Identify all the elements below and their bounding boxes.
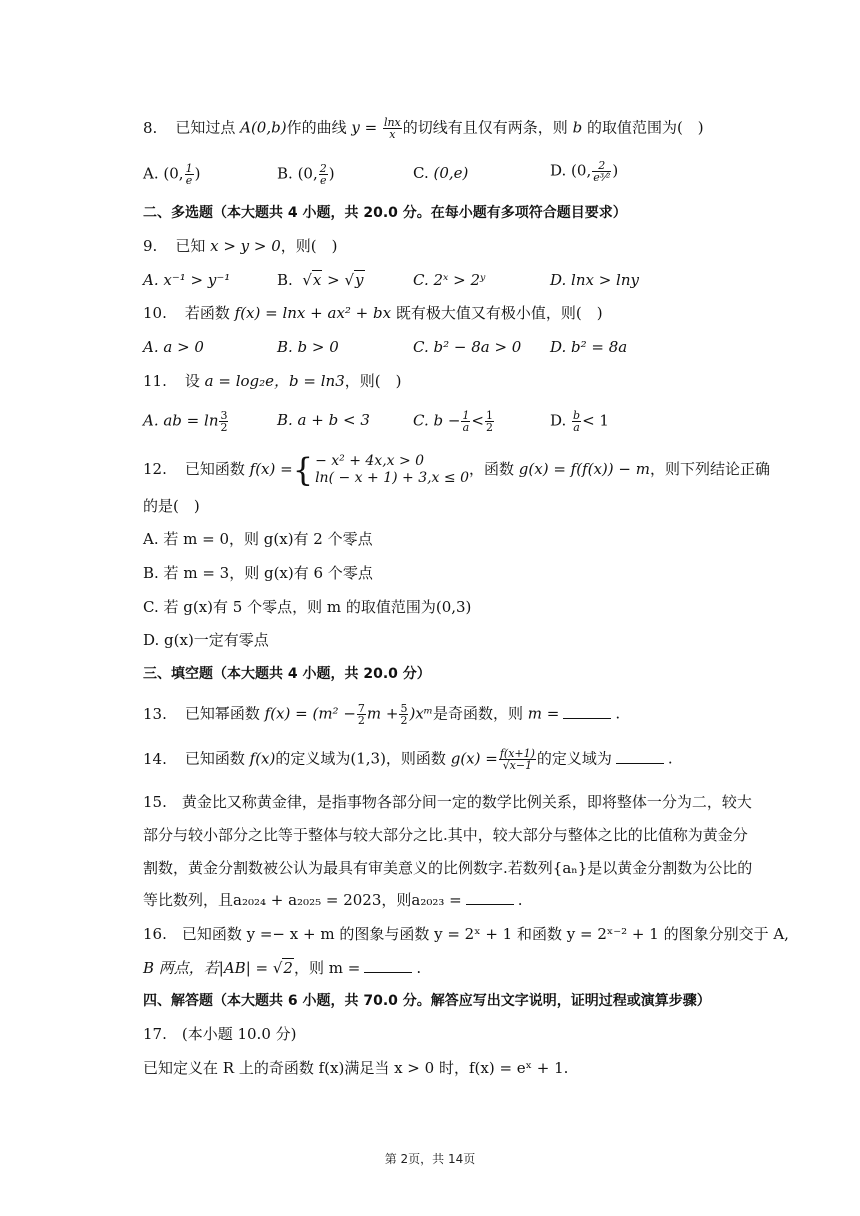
question-10-option-a: A. a > 0 xyxy=(143,338,204,356)
question-11-option-d: D. $\frac{b}{a}$ < 1 xyxy=(550,409,609,434)
question-12-option-d: D. g(x)一定有零点 xyxy=(143,631,269,649)
question-8-option-b: B. (0, $\frac{2}{e}$ ) xyxy=(277,162,335,187)
question-12-stem: 12. 已知函数 f(x) ={ − x² + 4x,x > 0 ln( − x + 1) + 3,x ≤ 0 ，函数 g(x) = f(f(x)) − m，则下列结论正确 xyxy=(143,451,770,489)
question-8-stem: 8. 已知过点 A(0,b)作的曲线 y = $\frac{\ln x}{x}$ 的切线有且仅有两条，则 b 的取值范围为( ) xyxy=(143,116,704,141)
question-8-option-d: D. (0, $\frac{2}{\text{e³⁄²}}$ ) xyxy=(550,159,619,184)
question-9-option-b: B. √x > √y xyxy=(277,271,364,289)
question-12-option-c: C. 若 g(x)有 5 个零点，则 m 的取值范围为(0,3) xyxy=(143,598,472,616)
question-11-option-c: C. b − $\frac{1}{a}$ < $\frac{1}{2}$ xyxy=(413,409,493,434)
question-16-line-2: B 两点，若|AB| = √2，则 m = . xyxy=(143,959,422,977)
question-15-line-4: 等比数列，且a₂₀₂₄ + a₂₀₂₅ = 2023，则a₂₀₂₃ = . xyxy=(143,891,523,909)
question-8-option-c: C. (0,e) xyxy=(413,164,469,182)
section-heading-solutions: 四、解答题（本大题共 6 小题，共 70.0 分。解答应写出文字说明，证明过程或演算步骤） xyxy=(143,993,711,1009)
question-9-option-c: C. 2ˣ > 2ʸ xyxy=(413,271,486,289)
question-13-stem: 13. 已知幂函数 f(x) = (m² − $\frac{7}{2}$ m + $\frac{5}{2}$ )xᵐ是奇函数，则 m = . xyxy=(143,702,621,727)
question-12-stem-line2: 的是( ) xyxy=(143,497,200,515)
answer-blank[interactable] xyxy=(466,890,514,905)
question-15-line-3: 割数，黄金分割数被公认为最具有审美意义的比例数字.若数列{aₙ}是以黄金分割数为公比的 xyxy=(143,859,753,877)
question-11-option-b: B. a + b < 3 xyxy=(277,411,370,429)
question-12-option-a: A. 若 m = 0，则 g(x)有 2 个零点 xyxy=(143,530,373,548)
question-10-stem: 10. 若函数 f(x) = lnx + ax² + bx 既有极大值又有极小值，则( ) xyxy=(143,304,603,322)
question-number: 8. xyxy=(143,118,158,137)
question-8-option-a: A. (0, $\frac{1}{e}$ ) xyxy=(143,162,201,187)
answer-blank[interactable] xyxy=(364,958,412,973)
answer-blank[interactable] xyxy=(563,704,611,719)
question-10-option-b: B. b > 0 xyxy=(277,338,339,356)
question-17-header: 17. (本小题 10.0 分) xyxy=(143,1025,297,1043)
question-14-stem: 14. 已知函数 f(x)的定义域为(1,3)，则函数 g(x) = $\frac{f(x+1)}{√x-1}$ 的定义域为 . xyxy=(143,747,673,772)
question-17-body: 已知定义在 R 上的奇函数 f(x)满足当 x > 0 时，f(x) = eˣ + 1. xyxy=(143,1059,569,1077)
question-9-option-a: A. x⁻¹ > y⁻¹ xyxy=(143,271,231,289)
section-heading-fill-in: 三、填空题（本大题共 4 小题，共 20.0 分） xyxy=(143,666,431,682)
question-9-option-d: D. lnx > lny xyxy=(550,271,639,289)
question-11-stem: 11. 设 a = log₂e，b = ln3，则( ) xyxy=(143,372,402,390)
answer-blank[interactable] xyxy=(616,749,664,764)
page-footer: 第 2页，共 14页 xyxy=(384,1152,476,1166)
question-15-line-2: 部分与较小部分之比等于整体与较大部分之比.其中，较大部分与整体之比的比值称为黄金分 xyxy=(143,826,748,844)
section-heading-multiple-choice: 二、多选题（本大题共 4 小题，共 20.0 分。在每小题有多项符合题目要求） xyxy=(143,205,627,221)
fraction: $\frac{\ln x}{x}$ xyxy=(383,116,401,141)
question-9-stem: 9. 已知 x > y > 0，则( ) xyxy=(143,237,338,255)
question-11-option-a: A. ab = ln $\frac{3}{2}$ xyxy=(143,409,228,434)
question-15-line-1: 15. 黄金比又称黄金律，是指事物各部分间一定的数学比例关系，即将整体一分为二，较大 xyxy=(143,793,752,811)
question-16-line-1: 16. 已知函数 y =− x + m 的图象与函数 y = 2ˣ + 1 和函数 y = 2ˣ⁻² + 1 的图象分别交于 A, xyxy=(143,925,789,943)
question-12-option-b: B. 若 m = 3，则 g(x)有 6 个零点 xyxy=(143,564,373,582)
question-10-option-c: C. b² − 8a > 0 xyxy=(413,338,522,356)
question-10-option-d: D. b² = 8a xyxy=(550,338,628,356)
